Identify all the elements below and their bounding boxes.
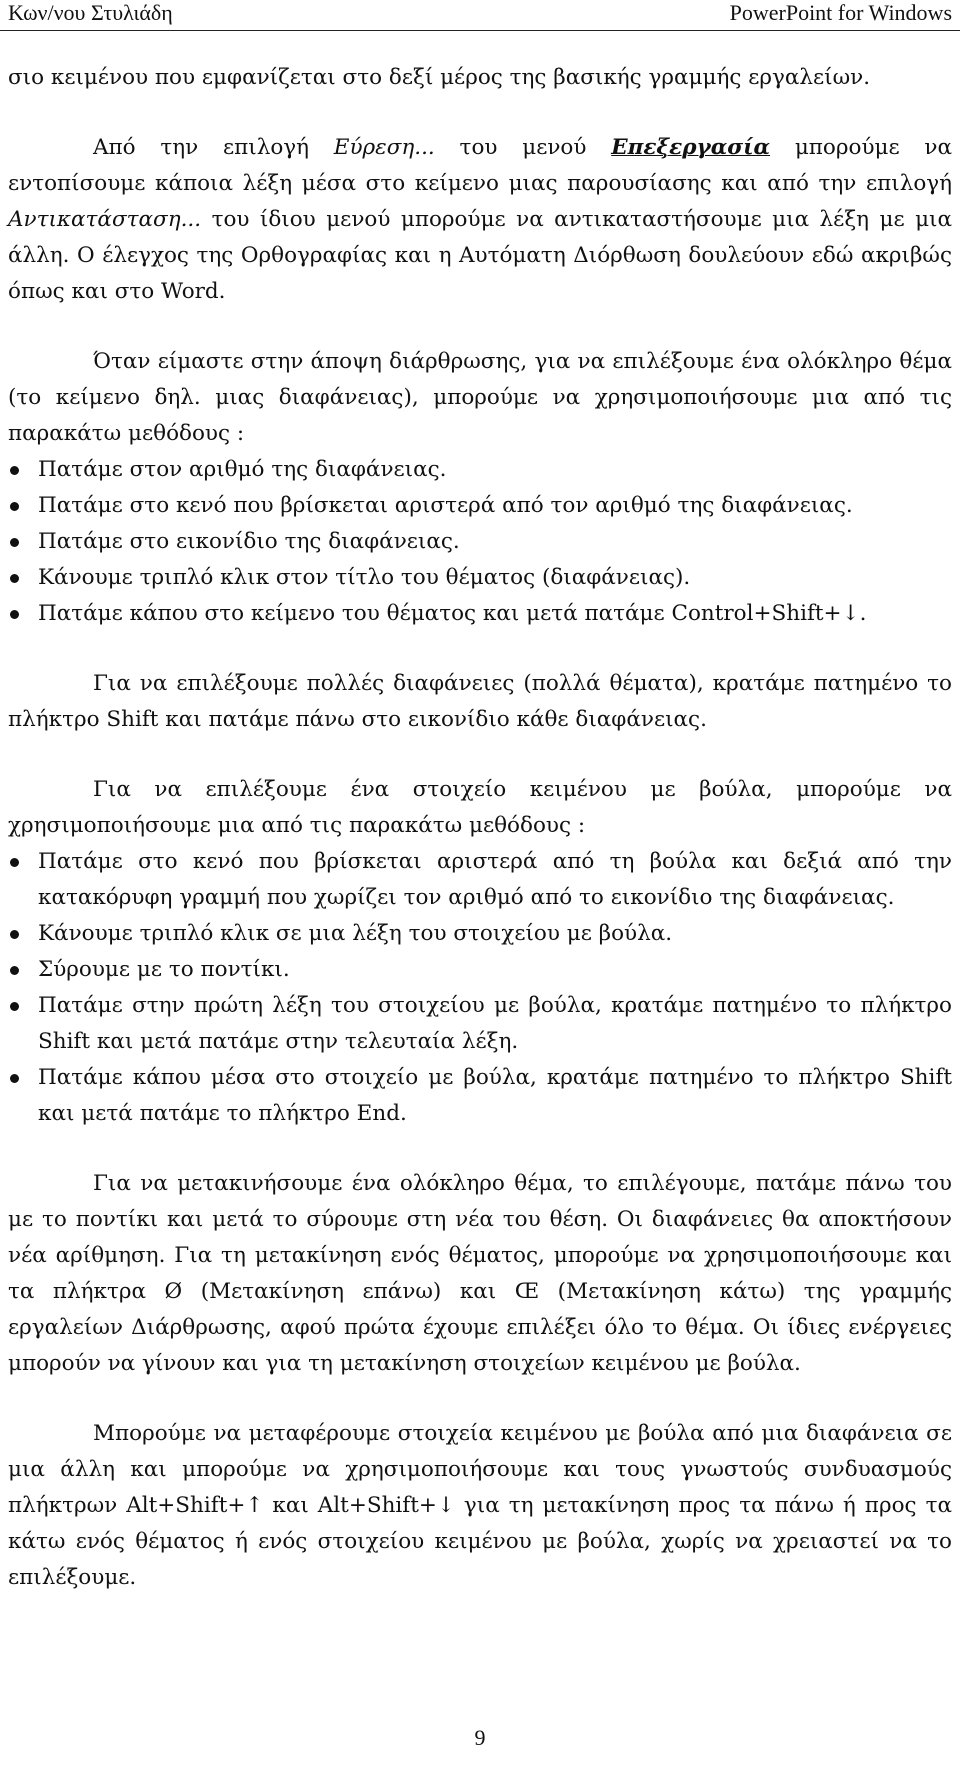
list-item-text: Πατάμε στο κενό που βρίσκεται αριστερά από τη βούλα και δεξιά από την κατακόρυφη γραμμή που χωρίζει τον αριθμό από το εικονίδιο της διαφάνειας. [38, 849, 952, 910]
bullet-icon [10, 1002, 19, 1011]
list-item-text: Πατάμε στον αριθμό της διαφάνειας. [38, 457, 447, 482]
bullet-icon [10, 1074, 19, 1083]
list-item [8, 952, 952, 988]
header-author: Κων/νου Στυλιάδη [8, 0, 173, 25]
paragraph-6: Για να μετακινήσουμε ένα ολόκληρο θέμα, το επιλέγουμε, πατάμε πάνω του με το ποντίκι και μετά το σύρουμε στη νέα του θέση. Οι διαφάνειες θα αποκτήσουν νέα αρίθμηση. Για τη μετακίνηση ενός θέματος, μπορούμε να χρησιμοποιήσουμε και τα πλήκτρα Ø (Μετακίνηση επάνω) και Œ (Μετακίνηση κάτω) της γραμμής εργαλείων Διάρθρωσης, αφού πρώτα έχουμε επιλέξει όλο το θέμα. Οι ίδιες ενέργειες μπορούν να γίνουν και για τη μετακίνηση στοιχείων κειμένου με βούλα. [8, 1171, 952, 1376]
list-item-text: Πατάμε κάπου μέσα στο στοιχείο με βούλα, κρατάμε πατημένο το πλήκτρο Shift και μετά πατάμε το πλήκτρο End. [38, 1065, 952, 1126]
paragraph-2 [8, 130, 952, 310]
list-item-text: Πατάμε κάπου στο κείμενο του θέματος και μετά πατάμε Control+Shift+↓. [38, 601, 867, 626]
edit-menu-name: Επεξεργασία [611, 135, 771, 160]
bullet-icon [10, 502, 19, 511]
list-item-text: Κάνουμε τριπλό κλικ σε μια λέξη του στοιχείου με βούλα. [38, 921, 673, 946]
page-header [0, 0, 960, 31]
bullet-selection-methods-list [8, 844, 952, 1132]
list-item [8, 596, 952, 632]
bullet-icon [10, 466, 19, 475]
list-item [8, 452, 952, 488]
bullet-icon [10, 610, 19, 619]
list-item-text: Κάνουμε τριπλό κλικ στον τίτλο του θέματος (διαφάνειας). [38, 565, 691, 590]
bullet-icon [10, 574, 19, 583]
list-item [8, 916, 952, 952]
paragraph-2-text-g: του ίδιου μενού μπορούμε να αντικαταστήσουμε μια λέξη με μια άλλη. Ο έλεγχος της Ορθογραφίας και η Αυτόματη Διόρθωση δουλεύουν εδώ ακριβώς όπως και στο Word. [8, 207, 952, 304]
paragraph-7: Μπορούμε να μεταφέρουμε στοιχεία κειμένου με βούλα από μια διαφάνεια σε μια άλλη και μπορούμε να χρησιμοποιήσουμε και τους γνωστούς συνδυασμούς πλήκτρων Alt+Shift+↑ και Alt+Shift+↓ για τη μετακίνηση προς τα πάνω ή προς τα κάτω ενός θέματος ή ενός στοιχείου κειμένου με βούλα, χωρίς να χρειαστεί να το επιλέξουμε. [8, 1421, 952, 1590]
list-item-text: Πατάμε στο κενό που βρίσκεται αριστερά από τον αριθμό της διαφάνειας. [38, 493, 853, 518]
list-item [8, 1060, 952, 1132]
list-item [8, 560, 952, 596]
bullet-icon [10, 858, 19, 867]
header-title: PowerPoint for Windows [729, 0, 952, 25]
page-content [0, 60, 960, 1596]
paragraph-1: σιο κειμένου που εμφανίζεται στο δεξί μέρος της βασικής γραμμής εργαλείων. [8, 65, 871, 90]
bullet-icon [10, 966, 19, 975]
list-item-text: Σύρουμε με το ποντίκι. [38, 957, 290, 982]
bullet-icon [10, 930, 19, 939]
find-menu-option: Εύρεση... [333, 135, 435, 160]
list-item [8, 524, 952, 560]
list-item-text: Πατάμε στο εικονίδιο της διαφάνειας. [38, 529, 460, 554]
paragraph-3: Όταν είμαστε στην άποψη διάρθρωσης, για να επιλέξουμε ένα ολόκληρο θέμα (το κείμενο δηλ. μιας διαφάνειας), μπορούμε να χρησιμοποιήσουμε μια από τις παρακάτω μεθόδους : [8, 349, 952, 446]
list-item [8, 488, 952, 524]
paragraph-2-text-c: του μενού [434, 135, 612, 160]
page-number: 9 [474, 1725, 486, 1750]
bullet-icon [10, 538, 19, 547]
replace-menu-option: Αντικατάσταση... [8, 207, 202, 232]
list-item-text: Πατάμε στην πρώτη λέξη του στοιχείου με βούλα, κρατάμε πατημένο το πλήκτρο Shift και μετά πατάμε στην τελευταία λέξη. [38, 993, 952, 1054]
paragraph-5: Για να επιλέξουμε ένα στοιχείο κειμένου με βούλα, μπορούμε να χρησιμοποιήσουμε μια από τις παρακάτω μεθόδους : [8, 777, 952, 838]
list-item [8, 988, 952, 1060]
list-item [8, 844, 952, 916]
paragraph-2-text-e: μπορούμε να εντοπίσουμε κάποια λέξη μέσα στο κείμενο μιας παρουσίασης και από την επιλογή [8, 135, 952, 196]
paragraph-2-text-a: Από την επιλογή [93, 135, 334, 160]
outline-selection-methods-list [8, 452, 952, 632]
paragraph-4: Για να επιλέξουμε πολλές διαφάνειες (πολλά θέματα), κρατάμε πατημένο το πλήκτρο Shift και πατάμε πάνω στο εικονίδιο κάθε διαφάνειας. [8, 671, 952, 732]
